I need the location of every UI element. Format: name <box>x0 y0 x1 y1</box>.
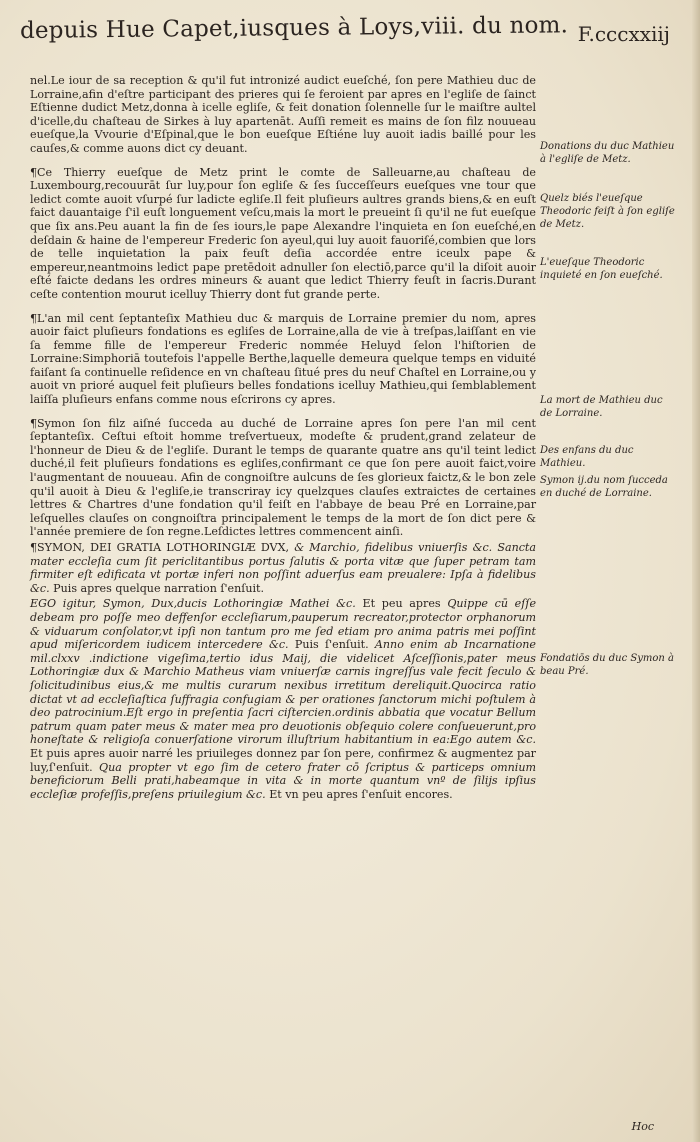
charter-latin-3: Quippe cū eſſe debeam pro poſſe meo deffenſor eccleſiarum,pauperum recreator,protector orphanorum & viduarum conſolator,vt ipſi non tantum pro me ſed etiam pro anima patris mei poſſint apud miſericordem iudicem intercedere &c. <box>30 597 537 652</box>
charter-note-1: Puis apres quelque narration ſ'enſuit. <box>53 581 265 595</box>
paragraph-3: ¶L'an mil cent ſeptanteſix Mathieu duc & marquis de Lorraine premier du nom, apres auoir faict pluſieurs fondations es egliſes de Lorraine,alla de vie à treſpas,laiſſant en vie ſa femme fille de l'empereur Frederic nommée Heluyd ſelon l'hiſtorien de Lorraine:Simphoriā toutefois l'appelle Berthe,laquelle demeura quelque temps en viduité faiſant ſa continuelle reſidence en vn chaſteau ſitué pres du neuf Chaſtel en Lorraine,ou y auoit vn prioré auquel feit pluſieurs belles fondations icelluy Mathieu,qui ſemblablement laiſſa pluſieurs enfans comme nous eſcrirons cy apres. <box>30 311 536 407</box>
paragraph-charter-intro <box>30 541 536 595</box>
charter-note-5: Et vn peu apres ſ'enſuit encores. <box>269 787 453 801</box>
paragraph-2: ¶Ce Thierry eueſque de Metz print le comte de Salleuarne,au chaſteau de Luxembourg,recouurāt ſur luy,pour ſon egliſe & ſes ſucceſſeurs eueſques vne tour que ledict comte auoit vſurpé ſur ladicte egliſe.Il feit pluſieurs aultres grands biens,& en euſt faict dauantaige ſ'il euſt longuement veſcu,mais la mort le preueint ſi qu'il ne fut eueſque que ſix ans.Peu auant la fin de ſes iours,le pape Alexandre l'inquieta en ſon eueſché,en deſdain & haine de l'empereur Frederic ſon ayeul,qui luy auoit fauoriſé,combien que lors de telle inquietation la paix feuſt deſia accordée entre iceulx pape & empereur,neantmoins ledict pape pretēdoit adnuller ſon electiō,parce qu'il la diſoit auoir eſté faicte dedans les ordres mineurs & auant que ledict Thierry feuſt in ſacris.Durant ceſte contention mourut icelluy Thierry dont fut grande perte. <box>30 165 536 301</box>
catchword: Hoc <box>631 1120 654 1133</box>
folio-number: F.cccxxiij <box>577 22 670 46</box>
paragraph-1: nel.Le iour de sa reception & qu'il fut intronizé audict eueſché, ſon pere Mathieu duc de Lorraine,afin d'eſtre participant des prieres qui ſe feroient par apres en l'egliſe de ſainct Eſtienne dudict Metz,donna à icelle egliſe, & feit donation ſolennelle ſur le maiſtre aultel d'icelle,du chaſteau de Sirkes à luy apartenāt. Auſſi remeit es mains de ſon filz nouueau eueſque,la Vvourie d'Eſpinal,que le bon eueſque Eſtiéne luy auoit iadis baillé pour les cauſes,& comme auons dict cy deuant. <box>30 74 536 155</box>
margin-note-children: Des enfans du duc Mathieu. <box>540 445 634 469</box>
charter-note-3: Puis ſ'enſuit. <box>294 638 369 652</box>
charter-latin-4: Anno enim ab Incarnatione mil.clxxv .indictione vigeſima,tertio idus Maij, die videlicet Aſceſſionis,pater meus Lothoringiæ dux & Marchio Matheus viam vniuerſæ carnis ingreſſus vale fecit ſeculo & ſolicitudinibus eius,& me multis curarum nexibus irretitum dereliquit.Quocirca ratio dictat vt ad eccleſiaſtica ſuffragia confugiam & per orationes ſanctorum michi poſtulem à deo patrocinium.Eſt ergo in preſentia ſacri ciſtercien.ordinis abbatia que vocatur Bellum patrum quam pater meus & mater mea pro deuotionis obſequio colere conſueuerunt,pro honeſtate & religioſa conuerſatione virorum illuſtrium habitantium in ea:Ego autem &c. <box>30 638 536 747</box>
margin-note-symon-succession: Symon ij.du nom ſucceda en duché de Lorraine. <box>540 475 668 499</box>
charter-note-4: Et puis apres auoir narré les priuileges donnez par ſon pere, confirmez & augmentez par luy,ſ'enſuit. <box>30 746 536 774</box>
charter-latin-2: EGO igitur, Symon, Dux,ducis Lothoringiæ Mathei &c. <box>30 597 356 611</box>
page-edge <box>692 0 700 1142</box>
running-header: depuis Hue Capet,iusques à Loys,viii. du nom. <box>19 12 569 44</box>
paragraph-4: ¶Symon ſon filz aiſné ſucceda au duché de Lorraine apres ſon pere l'an mil cent ſeptanteſix. Ceſtui eſtoit homme treſvertueux, modeſte & prudent,grand zelateur de l'honneur de Dieu & de l'egliſe. Durant le temps de quarante quatre ans qu'il teint ledict duché,il feit pluſieurs fondations es egliſes,confirmant ce que ſon pere auoit faict,voire l'augmentant de nouueau. Afin de congnoiſtre aulcuns de ſes glorieux faictz,& le bon zele qu'il auoit à Dieu & l'egliſe,ie transcriray icy quelzques clauſes extraictes de certaines lettres & Chartres d'une fondation qu'il feiſt en l'abbaye de beau Pré en Lorraine,par leſquelles clauſes on congnoiſtra principalement le temps de la mort de ſon dict pere & l'année premiere de ſon regne.Leſdictes lettres commencent ainſi. <box>30 416 536 539</box>
charter-note-2: Et peu apres <box>362 597 441 611</box>
margin-note-foundations: Fondatiōs du duc Symon à beau Pré. <box>540 653 674 677</box>
main-text <box>30 74 536 811</box>
paragraph-charter-body <box>30 597 536 801</box>
margin-note-death-mathieu: La mort de Mathieu duc de Lorraine. <box>540 395 663 419</box>
margin-note-theodoric-goods: Quelz biés l'eueſque Theodoric feiſt à ſon egliſe de Metz. <box>540 193 675 230</box>
margin-note-theodoric-troubled: L'eueſque Theodoric inquieté en ſon eueſché. <box>540 257 663 281</box>
charter-heading: ¶SYMON, DEI GRATIA LOTHORINGIÆ DVX, <box>30 541 289 554</box>
margin-note-donations: Donations du duc Mathieu à l'egliſe de Metz. <box>540 141 675 165</box>
charter-latin-1: & Marchio, fidelibus vniuerſis &c. Sancta mater eccleſia cum ſit periclitantibus portus ſalutis & porta vitæ que ſuper petram tam firmiter eſt edificata vt portæ inferi non poſſint aduerſus eam preualere: Ipſa à fidelibus &c. <box>30 541 536 595</box>
charter-latin-5: Qua propter vt ego ſim de cetero frater cō ſcriptus & particeps omnium beneficiorum Belli prati,habeamque in vita & in morte quantum vnº de ſilijs ipſius eccleſiæ profeſſis,preſens priuilegium &c. <box>30 760 536 801</box>
